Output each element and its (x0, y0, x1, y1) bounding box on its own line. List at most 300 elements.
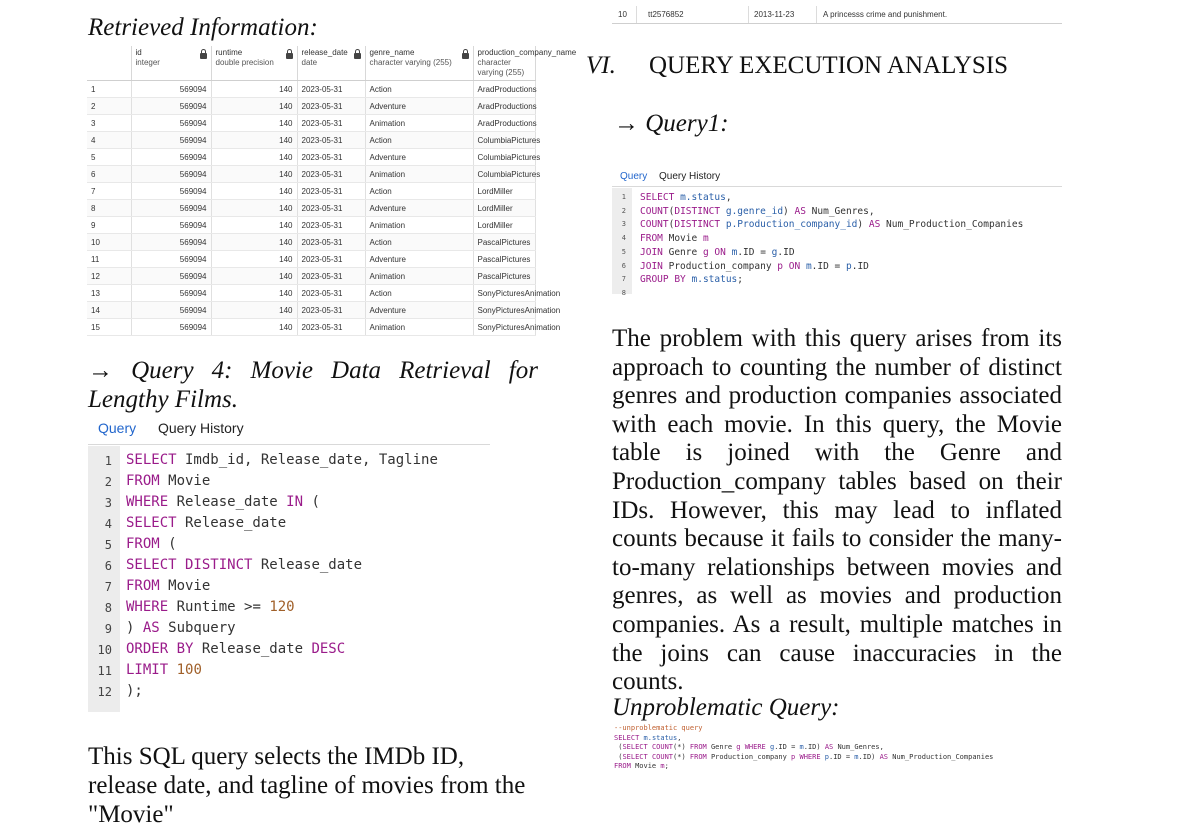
code-token: Movie (159, 578, 211, 594)
line-number: 4 (104, 517, 112, 531)
code-line (126, 452, 438, 468)
table-cell[interactable]: Adventure (365, 302, 473, 319)
line-number: 7 (621, 275, 626, 284)
code-token: m (702, 233, 709, 245)
table-cell[interactable]: 9 (87, 217, 131, 234)
query1-heading: → Query1: (614, 110, 729, 137)
table-cell[interactable]: ColumbiaPictures (473, 132, 535, 149)
code-token: COUNT (640, 205, 669, 217)
line-number: 9 (104, 622, 112, 636)
code-token: ( (614, 743, 623, 752)
lock-icon (200, 53, 207, 59)
code-token: p (846, 260, 852, 272)
line-number: 3 (104, 496, 112, 510)
result-grid (87, 46, 577, 332)
table-row[interactable] (87, 217, 535, 234)
code-token: .ID = (737, 246, 772, 258)
table-cell[interactable]: 1 (87, 81, 131, 98)
line-number: 5 (621, 247, 626, 256)
table-cell[interactable]: 2023-05-31 (297, 132, 365, 149)
column-type: integer (135, 58, 160, 67)
code-token: FROM (126, 536, 160, 552)
heading-word: 4: (211, 357, 233, 384)
code-line (640, 192, 732, 203)
column-type: character varying (255) (369, 58, 452, 67)
table-cell[interactable]: 2023-05-31 (297, 217, 365, 234)
table-cell[interactable]: 6 (87, 166, 131, 183)
line-number: 11 (97, 664, 112, 678)
code-line (126, 515, 286, 531)
code-token: Release_date (168, 494, 287, 510)
code-line (126, 578, 210, 594)
code-token: ( (668, 205, 675, 217)
query4-description-paragraph: This SQL query selects the IMDb ID, release date, and tagline of movies from the "Movie" (88, 743, 526, 828)
heading-word: for (508, 357, 538, 384)
result-table (87, 46, 577, 336)
table-cell[interactable]: SonyPicturesAnimation (473, 319, 535, 336)
table-row[interactable] (87, 285, 535, 302)
code-token: ); (126, 683, 143, 699)
code-token: --unproblematic query (614, 724, 703, 732)
table-row[interactable] (87, 302, 535, 319)
table-cell[interactable]: 569094 (131, 234, 211, 251)
table-cell[interactable]: 2023-05-31 (297, 115, 365, 132)
code-token: FROM (126, 473, 160, 489)
code-token: p (824, 752, 829, 761)
table-row[interactable] (87, 319, 535, 336)
table-cell[interactable]: ColumbiaPictures (473, 166, 535, 183)
table-cell[interactable]: PascalPictures (473, 268, 535, 285)
table-row[interactable] (87, 183, 535, 200)
column-type: date (301, 58, 318, 67)
table-cell[interactable]: SonyPicturesAnimation (473, 285, 535, 302)
line-number: 6 (621, 261, 626, 270)
table-cell[interactable]: 2023-05-31 (297, 81, 365, 98)
table-cell[interactable]: AradProductions (473, 115, 535, 132)
line-number: 7 (104, 580, 112, 594)
code-token: m (805, 260, 812, 272)
code-token: g (771, 246, 778, 258)
table-cell[interactable]: 15 (87, 319, 131, 336)
code-token: DISTINCT (674, 219, 721, 231)
table-cell[interactable]: LordMiller (473, 183, 535, 200)
query1-tab-bar (612, 168, 1062, 187)
code-token: Num_Genres, (833, 743, 884, 752)
code-token: m (799, 743, 804, 752)
code-token: p (777, 260, 784, 272)
table-cell[interactable]: 2023-05-31 (297, 183, 365, 200)
heading-word: Data (331, 357, 382, 384)
line-number: 5 (104, 538, 112, 552)
table-cell[interactable]: Adventure (365, 200, 473, 217)
code-token: .ID = (811, 260, 846, 272)
code-token: GROUP BY (640, 274, 686, 286)
code-token: Imdb_id, Release_date, Tagline (176, 452, 438, 468)
table-cell[interactable]: 4 (87, 132, 131, 149)
table-body (87, 81, 561, 336)
code-token: WHERE (799, 752, 821, 761)
code-token: ( (668, 219, 675, 231)
code-token: Release_date (252, 557, 363, 573)
code-token: Release_date (193, 641, 312, 657)
code-token: Movie (159, 473, 211, 489)
code-line (614, 724, 703, 732)
code-token: Movie (630, 762, 661, 771)
code-token: SELECT (126, 452, 177, 468)
column-name: genre_name (369, 48, 415, 57)
table-cell[interactable]: 569094 (131, 166, 211, 183)
code-token: AS (824, 743, 834, 752)
column-header[interactable] (131, 46, 211, 81)
code-line (614, 753, 993, 761)
code-token: ( (159, 536, 177, 552)
table-cell[interactable]: Adventure (365, 98, 473, 115)
section-number: VI. (586, 52, 616, 79)
query4-heading (88, 356, 538, 414)
code-token: COUNT (651, 752, 674, 761)
code-token: m.status (680, 192, 726, 203)
line-number: 2 (621, 206, 626, 215)
table-cell[interactable]: 2023-05-31 (297, 319, 365, 336)
code-token: FROM (614, 762, 631, 771)
table-cell[interactable]: AradProductions (473, 81, 535, 98)
code-token: ( (614, 752, 623, 761)
column-name: id (135, 48, 142, 57)
code-token: .ID) (858, 752, 880, 761)
code-line (126, 599, 295, 615)
code-token: (*) (673, 743, 690, 752)
code-line (126, 536, 177, 552)
table-cell[interactable]: 2023-05-31 (297, 285, 365, 302)
code-token: Genre (706, 743, 737, 752)
table-cell[interactable]: 569094 (131, 285, 211, 302)
code-line (640, 219, 1023, 230)
table-cell[interactable]: 140 (211, 285, 297, 302)
column-name: runtime (215, 48, 243, 57)
code-line (126, 683, 143, 699)
code-token: .ID (777, 246, 795, 258)
code-token: DISTINCT (674, 205, 721, 217)
table-cell[interactable]: 140 (211, 200, 297, 217)
code-token: Num_Genres, (805, 205, 875, 217)
table-cell[interactable]: 569094 (131, 98, 211, 115)
table-cell[interactable]: Action (365, 285, 473, 302)
table-cell[interactable]: 569094 (131, 319, 211, 336)
code-line (126, 641, 345, 657)
code-line (126, 494, 320, 510)
unproblematic-query-heading: Unproblematic Query: (612, 694, 840, 721)
table-cell[interactable]: Action (365, 234, 473, 251)
code-token: FROM (640, 233, 663, 245)
table-cell[interactable]: 14 (87, 302, 131, 319)
code-line (614, 734, 681, 742)
code-token: .ID = (829, 752, 855, 761)
lock-icon (286, 53, 293, 59)
table-cell[interactable]: Action (365, 132, 473, 149)
table-cell[interactable]: 140 (211, 115, 297, 132)
code-token: , (725, 192, 732, 203)
table-row[interactable] (87, 268, 535, 285)
code-line (640, 206, 875, 217)
table-row[interactable] (87, 81, 535, 98)
query4-code-editor[interactable] (88, 446, 490, 712)
table-cell[interactable]: Action (365, 183, 473, 200)
tab-query[interactable]: Query (98, 420, 137, 436)
heading-word: Movie (250, 357, 313, 384)
table-cell[interactable]: 8 (87, 200, 131, 217)
column-header[interactable] (297, 46, 365, 81)
table-cell[interactable]: 569094 (131, 217, 211, 234)
code-token: p (791, 752, 796, 761)
table-row[interactable] (87, 200, 535, 217)
line-number: 10 (97, 643, 112, 657)
code-token: ON (788, 260, 801, 272)
table-cell[interactable]: 2023-05-31 (297, 251, 365, 268)
table-cell[interactable]: 2023-05-31 (297, 234, 365, 251)
code-token: ) (857, 219, 869, 231)
tagline-cell: A princesss crime and punishment. (823, 10, 948, 19)
release-date-cell: 2013-11-23 (754, 10, 795, 19)
tab-query[interactable]: Query (620, 171, 648, 182)
code-token: AS (142, 620, 160, 636)
code-token: WHERE (126, 599, 169, 615)
table-row[interactable] (87, 98, 535, 115)
table-cell[interactable]: 140 (211, 302, 297, 319)
code-token: m (660, 762, 665, 771)
table-header-row (87, 46, 535, 81)
table-cell[interactable]: Animation (365, 217, 473, 234)
table-cell[interactable]: 140 (211, 251, 297, 268)
code-line (126, 473, 210, 489)
code-token: ( (303, 494, 320, 510)
table-cell[interactable]: 2023-05-31 (297, 98, 365, 115)
code-token: SELECT (622, 743, 648, 752)
query4-heading-line1 (88, 356, 538, 385)
table-row[interactable] (87, 166, 535, 183)
query4-heading-line2: Lengthy Films. (88, 386, 238, 413)
table-cell[interactable]: 2023-05-31 (297, 149, 365, 166)
table-cell[interactable]: 140 (211, 98, 297, 115)
table-row[interactable] (87, 234, 535, 251)
column-header[interactable] (211, 46, 297, 81)
code-token: ; (737, 274, 743, 286)
table-cell[interactable]: 140 (211, 166, 297, 183)
code-token: ORDER BY (126, 641, 194, 657)
code-token: Movie (662, 233, 703, 245)
code-token: g (702, 246, 709, 258)
code-line (640, 261, 869, 272)
line-number: 12 (97, 685, 112, 699)
column-name: release_date (301, 48, 348, 57)
table-row[interactable] (87, 251, 535, 268)
table-row[interactable] (87, 132, 535, 149)
column-header[interactable] (365, 46, 473, 81)
code-token: m.status (643, 733, 678, 742)
code-token: g (770, 743, 775, 752)
code-token: g (736, 743, 741, 752)
unproblematic-query-code (614, 724, 1064, 784)
table-cell[interactable]: 140 (211, 217, 297, 234)
table-cell[interactable]: 569094 (131, 200, 211, 217)
line-number: 2 (104, 475, 112, 489)
code-token: DESC (311, 641, 346, 657)
table-cell[interactable]: 140 (211, 81, 297, 98)
code-token: m (731, 246, 738, 258)
table-cell[interactable]: 12 (87, 268, 131, 285)
code-token: Runtime >= (168, 599, 270, 615)
code-token: SELECT (614, 733, 640, 742)
column-type: double precision (215, 58, 274, 67)
table-cell[interactable]: 5 (87, 149, 131, 166)
table-cell[interactable]: Animation (365, 319, 473, 336)
table-cell[interactable]: 569094 (131, 251, 211, 268)
code-token: FROM (689, 752, 707, 761)
query1-problem-paragraph: The problem with this query arises from its approach to counting the number of distinct genres and production companies associated with each movie. In this query, the Movie table is joined with the Genre and Production_company tables based on their IDs. However, this may lead to inflated counts because it fails to consider the many-to-many relationships between movies and genres, as well as movies and production companies. As a result, multiple matches in the joins can cause inaccuracies in the counts. (612, 325, 1062, 696)
code-token: Genre (662, 246, 703, 258)
table-cell[interactable]: PascalPictures (473, 251, 535, 268)
code-token: Num_Production_Companies (888, 752, 994, 761)
code-line (640, 233, 709, 244)
code-token: FROM (126, 578, 160, 594)
code-token: SELECT (640, 192, 675, 203)
code-token (168, 662, 176, 678)
code-token: LIMIT (126, 662, 169, 678)
table-cell[interactable]: 569094 (131, 302, 211, 319)
table-cell[interactable]: Animation (365, 166, 473, 183)
code-line (640, 247, 795, 258)
section-title: QUERY EXECUTION ANALYSIS (649, 52, 1009, 79)
line-number: 8 (104, 601, 112, 615)
table-cell[interactable]: 2023-05-31 (297, 268, 365, 285)
table-cell[interactable]: 2023-05-31 (297, 200, 365, 217)
heading-word: Query (131, 357, 194, 384)
row-number: 10 (618, 10, 627, 19)
code-line (126, 620, 236, 636)
tab-query-history[interactable]: Query History (659, 171, 721, 182)
table-cell[interactable]: 2023-05-31 (297, 302, 365, 319)
table-cell[interactable]: 140 (211, 268, 297, 285)
code-token: Num_Production_Companies (880, 219, 1024, 231)
table-cell[interactable]: 569094 (131, 115, 211, 132)
table-cell[interactable]: 569094 (131, 268, 211, 285)
table-cell[interactable]: Animation (365, 268, 473, 285)
table-cell[interactable]: 140 (211, 234, 297, 251)
code-token: Production_company (706, 752, 792, 761)
code-token: Release_date (176, 515, 287, 531)
line-number: 6 (104, 559, 112, 573)
table-cell[interactable]: ColumbiaPictures (473, 149, 535, 166)
code-token: .ID) (803, 743, 825, 752)
line-number: 3 (621, 220, 626, 229)
table-row[interactable] (87, 149, 535, 166)
code-token: , (677, 733, 682, 742)
column-type: character varying (255) (477, 58, 525, 77)
line-number: 8 (621, 288, 626, 297)
code-token: AS (879, 752, 889, 761)
section-heading (586, 52, 1009, 80)
table-cell[interactable]: PascalPictures (473, 234, 535, 251)
table-row[interactable] (87, 115, 535, 132)
code-token: JOIN (640, 246, 663, 258)
line-number: 1 (621, 193, 626, 201)
code-line (126, 557, 362, 573)
query1-code-editor[interactable] (612, 188, 1062, 297)
line-number: 4 (621, 234, 626, 243)
code-token: JOIN (640, 260, 663, 272)
code-token: 100 (176, 662, 202, 678)
table-cell[interactable]: Animation (365, 115, 473, 132)
code-token: ) (783, 205, 795, 217)
table-cell[interactable]: Action (365, 81, 473, 98)
code-token: ON (714, 246, 726, 258)
code-token: AS (868, 219, 881, 231)
table-cell[interactable]: 13 (87, 285, 131, 302)
table-cell[interactable]: 7 (87, 183, 131, 200)
table-cell[interactable]: 11 (87, 251, 131, 268)
code-token: ; (664, 762, 669, 771)
table-cell[interactable]: LordMiller (473, 217, 535, 234)
code-line (640, 274, 743, 285)
code-token: SELECT (622, 752, 648, 761)
table-cell[interactable]: Adventure (365, 251, 473, 268)
code-token: WHERE (744, 743, 766, 752)
table-cell[interactable]: 3 (87, 115, 131, 132)
code-token: .ID = (774, 743, 800, 752)
table-cell[interactable]: 569094 (131, 132, 211, 149)
tab-query-history[interactable]: Query History (158, 420, 244, 436)
lock-icon (462, 53, 469, 59)
query4-tab-bar (88, 418, 490, 445)
code-token: SELECT DISTINCT (126, 557, 253, 573)
table-cell[interactable]: 140 (211, 319, 297, 336)
table-cell[interactable]: 140 (211, 183, 297, 200)
code-line (614, 743, 884, 751)
code-line (614, 762, 669, 770)
column-header[interactable] (87, 46, 131, 81)
code-token: ) (126, 620, 143, 636)
table-cell[interactable]: 140 (211, 149, 297, 166)
code-token: 120 (269, 599, 295, 615)
heading-word: Retrieval (399, 357, 491, 384)
table-cell[interactable]: 569094 (131, 149, 211, 166)
code-token: COUNT (640, 219, 669, 231)
lock-icon (354, 53, 361, 59)
code-token: p.Production_company_id (725, 219, 858, 231)
line-number: 1 (104, 454, 112, 468)
table-cell[interactable]: 2023-05-31 (297, 166, 365, 183)
table-cell[interactable]: SonyPicturesAnimation (473, 302, 535, 319)
code-token: IN (286, 494, 304, 510)
table-cell[interactable]: AradProductions (473, 98, 535, 115)
arrow-icon: → (88, 357, 113, 384)
table-cell[interactable]: LordMiller (473, 200, 535, 217)
code-token: Production_company (662, 260, 778, 272)
table-cell[interactable]: 569094 (131, 81, 211, 98)
code-token: WHERE (126, 494, 169, 510)
retrieved-information-heading: Retrieved Information: (88, 14, 318, 41)
table-cell[interactable]: Adventure (365, 149, 473, 166)
table-cell[interactable]: 569094 (131, 183, 211, 200)
code-token: g.genre_id (725, 205, 784, 217)
code-token: Subquery (159, 620, 236, 636)
table-cell[interactable]: 10 (87, 234, 131, 251)
previous-result-row (612, 6, 1062, 24)
column-name: production_company_name (477, 48, 577, 57)
table-cell[interactable]: 140 (211, 132, 297, 149)
code-token: .ID (851, 260, 869, 272)
table-cell[interactable]: 2 (87, 98, 131, 115)
column-header[interactable] (473, 46, 577, 81)
